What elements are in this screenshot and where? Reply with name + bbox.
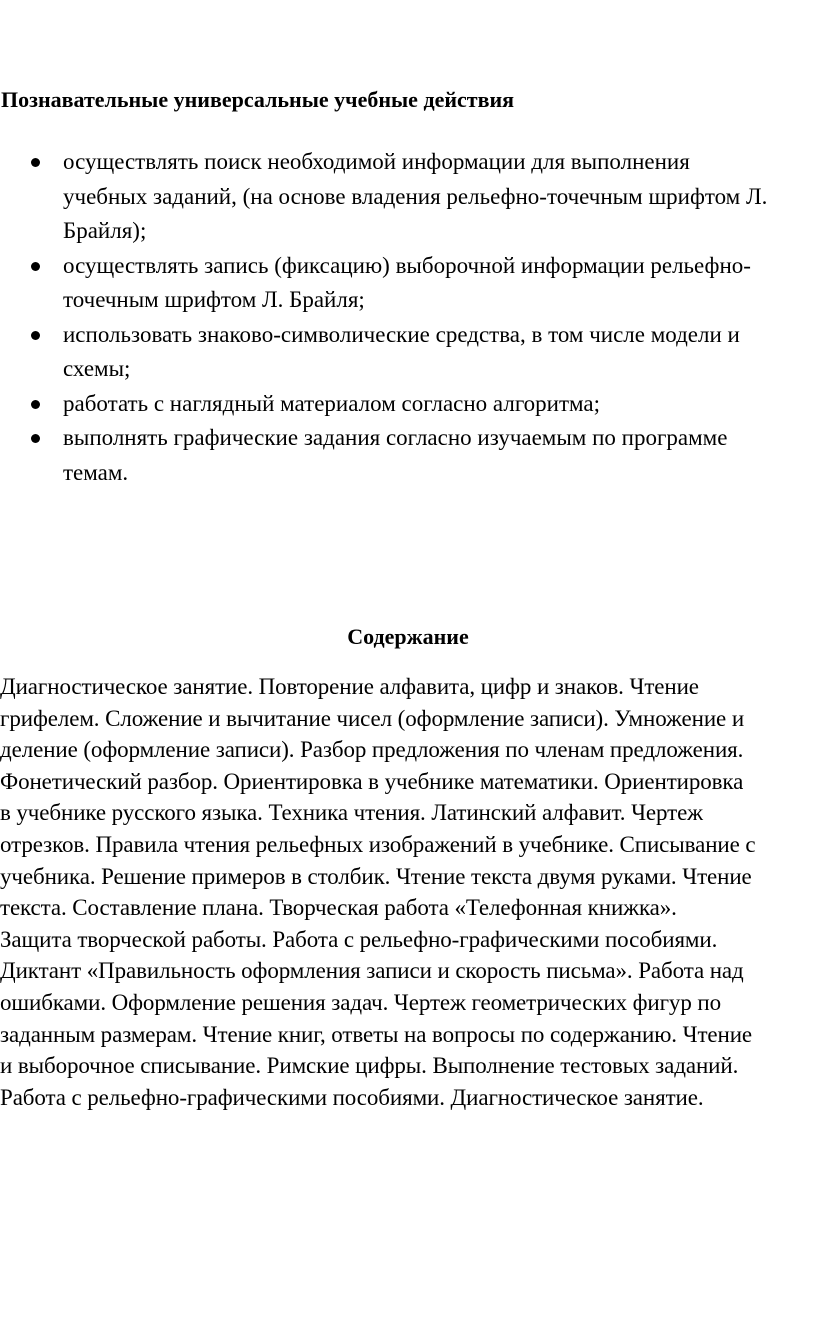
- paragraph-line: Фонетический разбор. Ориентировка в учебнике математики. Ориентировка: [0, 768, 744, 794]
- content-heading: Содержание: [347, 624, 469, 649]
- paragraph-line: деление (оформление записи). Разбор предложения по членам предложения.: [0, 737, 744, 763]
- paragraph-line: Работа с рельефно-графическими пособиями. Диагностическое занятие.: [0, 1084, 704, 1110]
- section-heading: Познавательные универсальные учебные действия: [1, 87, 515, 112]
- paragraph-line: заданным размерам. Чтение книг, ответы на вопросы по содержанию. Чтение: [0, 1021, 753, 1047]
- bullet-icon: [31, 400, 40, 409]
- list-item-text: [63, 421, 812, 490]
- paragraph-line: отрезков. Правила чтения рельефных изображений в учебнике. Списывание с: [0, 831, 756, 857]
- paragraph-line: текста. Составление плана. Творческая работа «Телефонная книжка».: [0, 895, 677, 921]
- list-item-text: [63, 387, 812, 422]
- list-item: [0, 145, 816, 249]
- content-paragraph: [0, 671, 816, 1113]
- paragraph-line: Диктант «Правильность оформления записи и скорость письма». Работа над: [0, 958, 744, 984]
- bullet-icon: [31, 331, 40, 340]
- bullet-icon: [31, 434, 40, 443]
- list-item-line: выполнять графические задания согласно изучаемым по программе: [63, 425, 728, 450]
- paragraph-line: ошибками. Оформление решения задач. Чертеж геометрических фигур по: [0, 989, 721, 1015]
- paragraph-line: в учебнике русского языка. Техника чтения. Латинский алфавит. Чертеж: [0, 800, 703, 826]
- list-item-line: Брайля);: [63, 218, 147, 243]
- bullet-list: [0, 145, 816, 490]
- paragraph-line: Диагностическое занятие. Повторение алфавита, цифр и знаков. Чтение: [0, 674, 699, 699]
- list-item: [0, 249, 816, 318]
- paragraph-line: грифелем. Сложение и вычитание чисел (оформление записи). Умножение и: [0, 705, 745, 731]
- list-item-line: работать с наглядный материалом согласно алгоритма;: [63, 390, 601, 416]
- list-item-line: осуществлять поиск необходимой информации для выполнения: [63, 149, 690, 174]
- list-item-text: [63, 249, 812, 318]
- list-item-text: [63, 145, 812, 249]
- list-item-line: темам.: [63, 459, 129, 485]
- list-item-line: схемы;: [63, 356, 131, 381]
- list-item-line: учебных заданий, (на основе владения рельефно-точечным шрифтом Л.: [63, 183, 768, 209]
- paragraph-line: Защита творческой работы. Работа с рельефно-графическими пособиями.: [0, 926, 718, 952]
- list-item-text: [63, 318, 812, 387]
- paragraph-line: учебника. Решение примеров в столбик. Чтение текста двумя руками. Чтение: [0, 863, 752, 889]
- list-item-line: использовать знаково-символические средства, в том числе модели и: [63, 321, 740, 347]
- list-item: [0, 387, 816, 422]
- bullet-icon: [31, 158, 40, 167]
- list-item: [0, 318, 816, 387]
- bullet-icon: [31, 262, 40, 271]
- list-item: [0, 421, 816, 490]
- list-item-line: осуществлять запись (фиксацию) выборочной информации рельефно-: [63, 252, 751, 278]
- list-item-line: точечным шрифтом Л. Брайля;: [63, 287, 365, 312]
- paragraph-line: и выборочное списывание. Римские цифры. Выполнение тестовых заданий.: [0, 1053, 739, 1079]
